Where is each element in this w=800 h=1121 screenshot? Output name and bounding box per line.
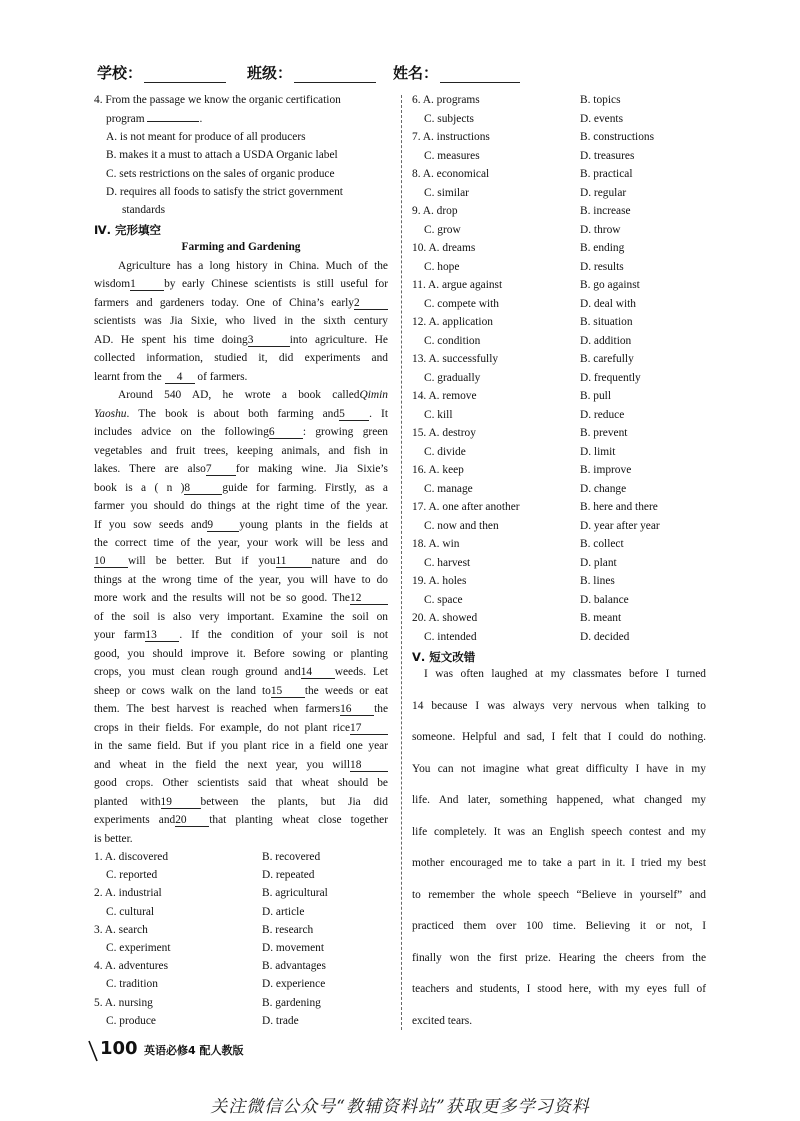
blank-10[interactable]: 10 [94,556,128,568]
option-c[interactable]: C. hope [424,260,460,273]
passage-line: your farm13 . If the condition of your soil is not [94,629,389,641]
passage-line: farmer you should do things at the right time of the year. [94,500,388,512]
option-a[interactable]: 2. A. industrial [94,887,162,900]
class-input-line[interactable] [294,67,376,83]
passage-line: vegetables and fruit trees, keeping animals, and fish in [94,445,388,457]
name-input-line[interactable] [440,67,520,83]
passage-line: things at the wrong time of the year, you will have to do [94,574,388,586]
passage-line: Agriculture has a long history in China. Much of the [118,260,388,272]
passage-line: collected information, studied it, did experiments and [94,352,388,364]
correction-line: mother encouraged me to take a part in it. I tried my best [412,857,706,869]
option-b[interactable]: B. advantages [262,960,326,973]
passage-line: Yaoshu. The book is about both farming and5 . It [94,408,388,420]
option-c[interactable]: C. produce [106,1014,156,1027]
header [0,62,800,86]
correction-line: someone. Helpful and sad, I felt that I could do nothing. [412,731,706,743]
option-d[interactable]: D. article [262,905,305,918]
q4-stem: 4. From the passage we know the organic certification [94,94,341,106]
option-a[interactable]: 8. A. economical [412,168,490,180]
blank-5[interactable]: 5 [339,409,369,421]
option-b[interactable]: B. research [262,923,314,936]
option-c[interactable]: C. gradually [424,371,481,384]
blank-8[interactable]: 8 [184,483,222,495]
blank-2[interactable]: 2 [354,298,388,310]
passage-line: experiments and20 that planting wheat close together [94,814,388,826]
passage-line: scientists was Jia Sixie, who lived in the sixth century [94,315,388,327]
passage-line: learnt from the 4 of farmers. [94,371,248,383]
blank-15[interactable]: 15 [271,686,305,698]
left-column [94,94,388,1029]
correction-line: 14 because I was always very nervous when talking to [412,699,706,712]
passage-line: crops in their fields. For example, do not plant rice17 [94,722,388,735]
q4-stem-2: program . [106,113,203,125]
passage-line: AD. He spent his time doing3 into agriculture. He [94,334,388,346]
option-c[interactable]: C. measures [424,149,480,162]
passage-line: farmers and gardeners today. One of China’s early2 [94,297,388,310]
class-field [247,62,376,83]
option-d[interactable]: D. year after year [580,519,660,532]
option-c[interactable]: C. space [424,593,463,606]
option-a[interactable]: 6. A. programs [412,94,480,106]
passage-line: planted with19 between the plants, but Jia did [94,796,388,808]
blank-17[interactable]: 17 [350,723,388,735]
option-a[interactable]: 5. A. nursing [94,996,153,1009]
promo-note: 关注微信公众号“教辅资料站”获取更多学习资料 [210,1097,590,1117]
option-a[interactable]: 13. A. successfully [412,353,499,365]
name-label: 姓名： [393,66,439,82]
correction-line: finally won the first prize. Hearing the cheers from the [412,951,706,964]
option-b[interactable]: B. agricultural [262,887,328,900]
q4-option-d[interactable]: D. requires all foods to satisfy the strict government [106,186,343,198]
passage-line: in the same field. But if you plant rice in a field one year [94,740,388,752]
option-c[interactable]: C. grow [424,223,461,236]
option-b[interactable]: B. lines [580,575,615,587]
option-a[interactable]: 4. A. adventures [94,960,169,973]
correction-line: You can not imagine what great difficulty I have in my [412,762,706,775]
option-a[interactable]: 3. A. search [94,923,148,936]
blank-7[interactable]: 7 [206,464,236,476]
option-c[interactable]: C. condition [424,334,481,347]
option-a[interactable]: 7. A. instructions [412,131,490,143]
option-d[interactable]: D. change [580,482,627,495]
option-c[interactable]: C. tradition [106,978,158,991]
passage-line: wisdom1 by early Chinese scientists is still useful for [94,278,388,290]
blank-20[interactable]: 20 [175,815,209,827]
blank-1[interactable]: 1 [130,279,164,291]
option-d[interactable]: D. treasures [580,149,635,162]
option-c[interactable]: C. experiment [106,942,171,954]
passage-line: book is a ( n )8 guide for farming. Firstly, as a [94,482,388,494]
correction-line: life. And later, something happened, what changed my [412,794,706,806]
correction-line: to remember the whole speech “Believe in yourself” and [412,888,706,901]
option-b[interactable]: B. practical [580,168,633,180]
column-divider [401,95,402,1030]
passage-line: them. The best harvest is reached when farmers16 the [94,703,388,715]
option-a[interactable]: 14. A. remove [412,390,477,402]
passage-line: good crops. Other scientists said that wheat should be [94,777,388,789]
option-d[interactable]: D. throw [580,223,621,236]
option-d[interactable]: D. regular [580,186,627,199]
book-label: 英语必修4 配人教版 [144,1044,244,1057]
option-d[interactable]: D. plant [580,556,617,569]
option-d[interactable]: D. decided [580,630,630,643]
passage-line: of the soil is also very important. Examine the soil on [94,611,388,623]
class-label: 班级： [247,66,293,82]
school-label: 学校： [97,66,143,82]
option-b[interactable]: B. prevent [580,427,628,439]
option-a[interactable]: 12. A. application [412,316,493,328]
q4-option-d-cont: standards [122,204,166,216]
option-a[interactable]: 9. A. drop [412,205,458,217]
passage-line: good, you should improve it. Before sowing or planting [94,648,388,660]
option-d[interactable]: D. repeated [262,869,315,882]
option-b[interactable]: B. ending [580,242,625,254]
correction-line: excited tears. [412,1014,473,1027]
option-d[interactable]: D. frequently [580,371,641,384]
option-d[interactable]: D. reduce [580,408,625,421]
option-b[interactable]: B. go against [580,279,640,291]
option-d[interactable]: D. events [580,112,624,125]
option-d[interactable]: D. balance [580,593,629,606]
option-b[interactable]: B. increase [580,205,631,217]
option-a[interactable]: 16. A. keep [412,464,464,476]
option-a[interactable]: 18. A. win [412,538,460,550]
option-b[interactable]: B. pull [580,390,612,402]
option-b[interactable]: B. topics [580,94,621,106]
option-b[interactable]: B. here and there [580,501,658,513]
option-a[interactable]: 1. A. discovered [94,851,169,863]
option-c[interactable]: C. reported [106,869,158,882]
blank-14[interactable]: 14 [301,667,335,679]
blank-9[interactable]: 9 [207,520,239,532]
option-b[interactable]: B. carefully [580,353,634,365]
option-c[interactable]: C. harvest [424,556,471,569]
q4-option-c[interactable]: C. sets restrictions on the sales of organic produce [106,168,335,180]
option-b[interactable]: B. collect [580,538,624,550]
q4-blank[interactable] [147,121,199,122]
option-b[interactable]: B. constructions [580,131,655,143]
passage-line: and wheat in the field the next year, you will18 [94,759,388,772]
option-a[interactable]: 19. A. holes [412,575,467,587]
blank-12[interactable]: 12 [350,593,388,605]
option-d[interactable]: D. addition [580,334,632,347]
option-c[interactable]: C. subjects [424,112,474,125]
option-b[interactable]: B. improve [580,464,632,476]
correction-line: life completely. It was an English speech contest and my [412,825,706,838]
blank-3[interactable]: 3 [248,335,290,347]
option-a[interactable]: 11. A. argue against [412,279,503,291]
passage-line: crops, you must clean rough ground and14 weeds. Let [94,666,388,678]
option-c[interactable]: C. compete with [424,297,499,310]
option-c[interactable]: C. similar [424,186,469,199]
option-a[interactable]: 20. A. showed [412,612,478,624]
option-c[interactable]: C. manage [424,482,473,495]
passage-line: Around 540 AD, he wrote a book calledQimin [118,389,388,401]
blank-11[interactable]: 11 [276,556,312,568]
passage-title: Farming and Gardening [181,241,301,253]
slash-icon [88,1040,98,1062]
blank-6[interactable]: 6 [269,427,303,439]
passage-line: includes advice on the following6 : growing green [94,426,388,438]
option-b[interactable]: B. situation [580,316,633,328]
option-d[interactable]: D. deal with [580,297,636,310]
school-input-line[interactable] [144,67,226,83]
option-d[interactable]: D. results [580,260,624,273]
option-c[interactable]: C. divide [424,445,466,458]
school-field [97,62,226,83]
name-field [393,62,520,83]
option-c[interactable]: C. now and then [424,519,499,532]
option-c[interactable]: C. cultural [106,905,155,918]
passage-line: the correct time of the year, your work will be less and [94,537,388,549]
right-column [412,94,708,1029]
section-5-heading: Ⅴ. 短文改错 [412,650,476,664]
blank-19[interactable]: 19 [161,797,201,809]
correction-line: I was often laughed at my classmates before I turned [424,668,706,680]
option-c[interactable]: C. kill [424,408,453,421]
option-a[interactable]: 15. A. destroy [412,427,476,439]
correction-line: practiced them over 100 time. Believing it or not, I [412,920,706,932]
q4-option-a[interactable]: A. is not meant for produce of all producers [106,131,306,143]
passage-line: lakes. There are also7 for making wine. Jia Sixie’s [94,463,388,475]
q4-option-b[interactable]: B. makes it a must to attach a USDA Organic label [106,149,338,161]
option-a[interactable]: 10. A. dreams [412,242,476,254]
passage-line: 10 will be better. But if you11 nature and do [94,555,388,567]
blank-16[interactable]: 16 [340,704,374,716]
section-4-heading: Ⅳ. 完形填空 [94,223,162,237]
option-b[interactable]: B. recovered [262,851,321,863]
passage-line: sheep or cows walk on the land to15 the weeds or eat [94,685,388,697]
page-footer [92,1040,792,1062]
option-d[interactable]: D. trade [262,1014,299,1027]
blank-4[interactable]: 4 [165,372,195,384]
option-b[interactable]: B. meant [580,612,622,624]
option-a[interactable]: 17. A. one after another [412,501,520,513]
option-d[interactable]: D. movement [262,942,325,954]
blank-13[interactable]: 13 [145,630,179,642]
passage-line: If you sow seeds and9 young plants in the fields at [94,519,388,531]
option-d[interactable]: D. limit [580,445,616,458]
option-b[interactable]: B. gardening [262,996,321,1009]
passage-line: more work and the results will not be so good. The12 [94,592,388,605]
correction-line: teachers and students, I stood here, with my eyes full of [412,983,706,995]
page-number: 100 [100,1038,138,1059]
option-c[interactable]: C. intended [424,630,477,643]
blank-18[interactable]: 18 [350,760,388,772]
passage-line: is better. [94,833,133,845]
option-d[interactable]: D. experience [262,978,326,991]
